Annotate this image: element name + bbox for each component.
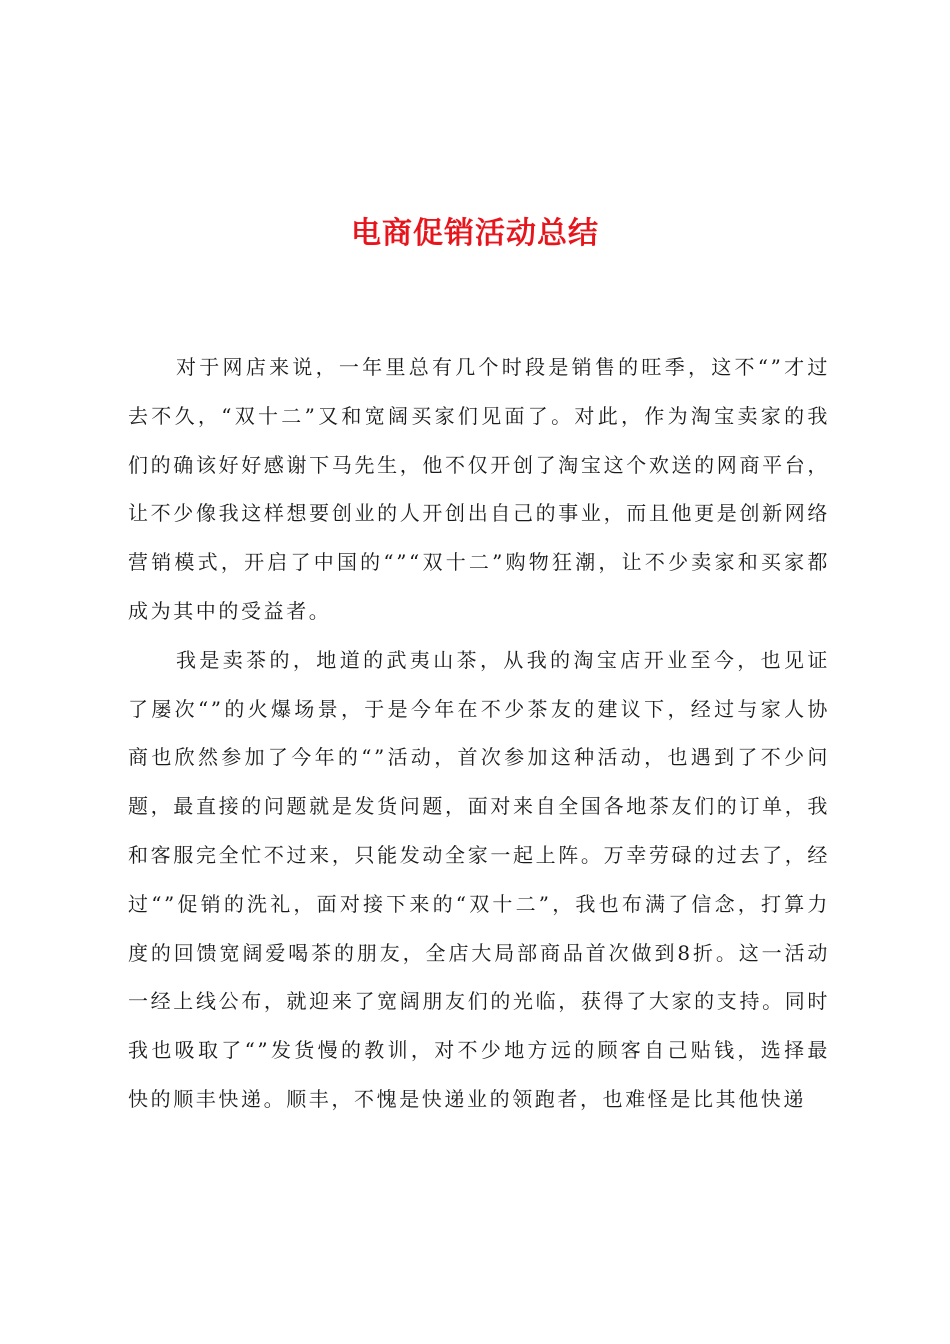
document-title: 电商促销活动总结 [351, 216, 599, 251]
paragraph-2: 我是卖茶的，地道的武夷山茶，从我的淘宝店开业至今，也见证了屡次“”的火爆场景，于是今年在不少茶友的建议下，经过与家人协商也欣然参加了今年的“”活动，首次参加这种活动，也遇到了不少问题，最直接的问题就是发货问题，面对来自全国各地茶友们的订单，我和客服完全忙不过来，只能发动全家一起上阵。万幸劳碌的过去了，经过“”促销的洗礼，面对接下来的“双十二”，我也布满了信念，打算力度的回馈宽阔爱喝茶的朋友，全店大局部商品首次做到8折。这一活动一经上线公布，就迎来了宽阔朋友们的光临，获得了大家的支持。同时我也吸取了“”发货慢的教训，对不少地方远的顾客自己贴钱，选择最快的顺丰快递。顺丰，不愧是快递业的领跑者，也难怪是比其他快递 [128, 647, 830, 1111]
document-body [128, 343, 830, 1124]
paragraph-1: 对于网店来说，一年里总有几个时段是销售的旺季，这不“”才过去不久，“双十二”又和宽阔买家们见面了。对此，作为淘宝卖家的我们的确该好好感谢下马先生，他不仅开创了淘宝这个欢送的网商平台，让不少像我这样想要创业的人开创出自己的事业，而且他更是创新网络营销模式，开启了中国的“”“双十二”购物狂潮，让不少卖家和买家都成为其中的受益者。 [128, 355, 830, 623]
